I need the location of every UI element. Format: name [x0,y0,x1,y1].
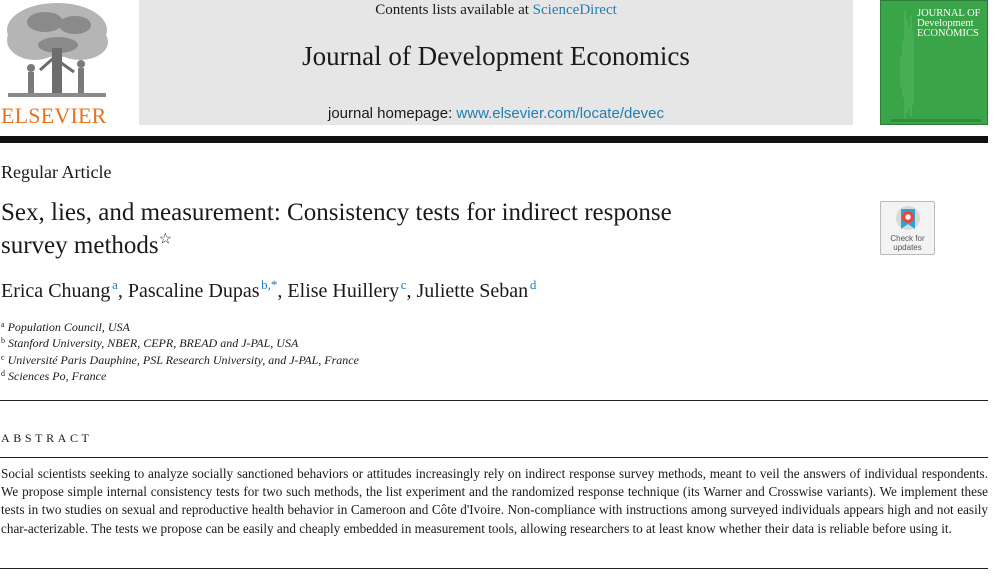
crossmark-label-line: Check for [890,234,925,243]
article-type: Regular Article [1,162,112,182]
section-divider [0,568,988,569]
abstract-heading: ABSTRACT [1,431,93,445]
section-divider [0,457,988,458]
affiliation-text: Université Paris Dauphine, PSL Research University, and J-PAL, France [7,352,359,367]
article-title-line: Sex, lies, and measurement: Consistency tests for indirect response [1,199,672,226]
author-name[interactable]: Erica Chuang [1,280,111,302]
author-list: Erica Chuang $^a$, Pascaline Dupas $^{b,*}$, Elise Huillery $^c$, Juliette Seban $^d$ [1,277,537,302]
affiliation-mark: d [1,368,5,378]
crossmark-label [881,235,934,252]
article-title-line-2 [1,229,821,262]
affiliation-item [1,319,359,335]
affiliation-mark: c [1,352,5,362]
affiliation-text: Sciences Po, France [8,368,107,383]
affiliation-mark: a [1,320,5,329]
section-divider [0,400,988,401]
author-affil-mark[interactable]: d [529,277,537,292]
affiliation-item [1,352,359,368]
author-name[interactable]: Elise Huillery [287,280,400,302]
crossmark-bookmark-icon [894,205,922,235]
article-title [1,196,821,262]
abstract-body: Social scientists seeking to analyze socially sanctioned behaviors or attitudes increasingly rely on indirect response survey methods, meant to veil the answers of individual respondents. We propose simple internal consistency tests for two such methods, the list experiment and the randomized response technique (its Warner and Crosswise variants). We implement these tests in two studies on sexual and reproductive health behavior in Cameroon and Côte d'Ivoire. Non-compliance with instructions among surveyed individuals appears high and not easily char-acterizable. The tests we propose can be easily and cheaply embedded in measurement tools, allowing researchers to at least know whether their data is reliable before using it. [1,466,988,536]
contents-prefix: Contents lists available at [375,2,533,18]
journal-header [139,0,853,125]
affiliation-item [1,335,359,351]
cover-title-line: ECONOMICS [917,28,979,39]
affiliation-item [1,368,359,384]
contents-line [139,2,853,19]
author-affil-mark[interactable]: c [400,277,407,292]
author-affil-mark[interactable]: b,* [261,277,278,292]
homepage-link[interactable]: www.elsevier.com/locate/devec [456,105,665,122]
author-affil-mark[interactable]: a [112,277,118,292]
author-name[interactable]: Pascaline Dupas [127,280,260,302]
affiliation-text: Stanford University, NBER, CEPR, BREAD and J-PAL, USA [8,336,299,351]
homepage-prefix: journal homepage: [327,105,457,122]
author-name[interactable]: Juliette Seban [416,280,529,302]
affiliation-mark: b [1,336,5,346]
homepage-line [139,105,853,122]
journal-title[interactable]: Journal of Development Economics [302,41,690,71]
affiliation-list [1,319,359,384]
publisher-wordmark: ELSEVIER [1,103,107,128]
crossmark-label-line: updates [893,242,922,252]
article-title-line: survey methods [1,232,159,259]
cover-title-line: Development [917,18,974,29]
header-divider [0,136,988,143]
elsevier-tree-logo-icon [0,0,114,104]
title-footnote-star[interactable]: ☆ [158,231,173,248]
cover-title-line: JOURNAL OF [917,8,981,19]
cover-title [917,9,981,39]
check-for-updates-button[interactable] [880,201,935,255]
sciencedirect-link[interactable]: ScienceDirect [532,2,617,18]
elsevier-logo[interactable] [0,0,114,126]
affiliation-text: Population Council, USA [7,320,130,334]
journal-cover[interactable] [880,0,988,125]
